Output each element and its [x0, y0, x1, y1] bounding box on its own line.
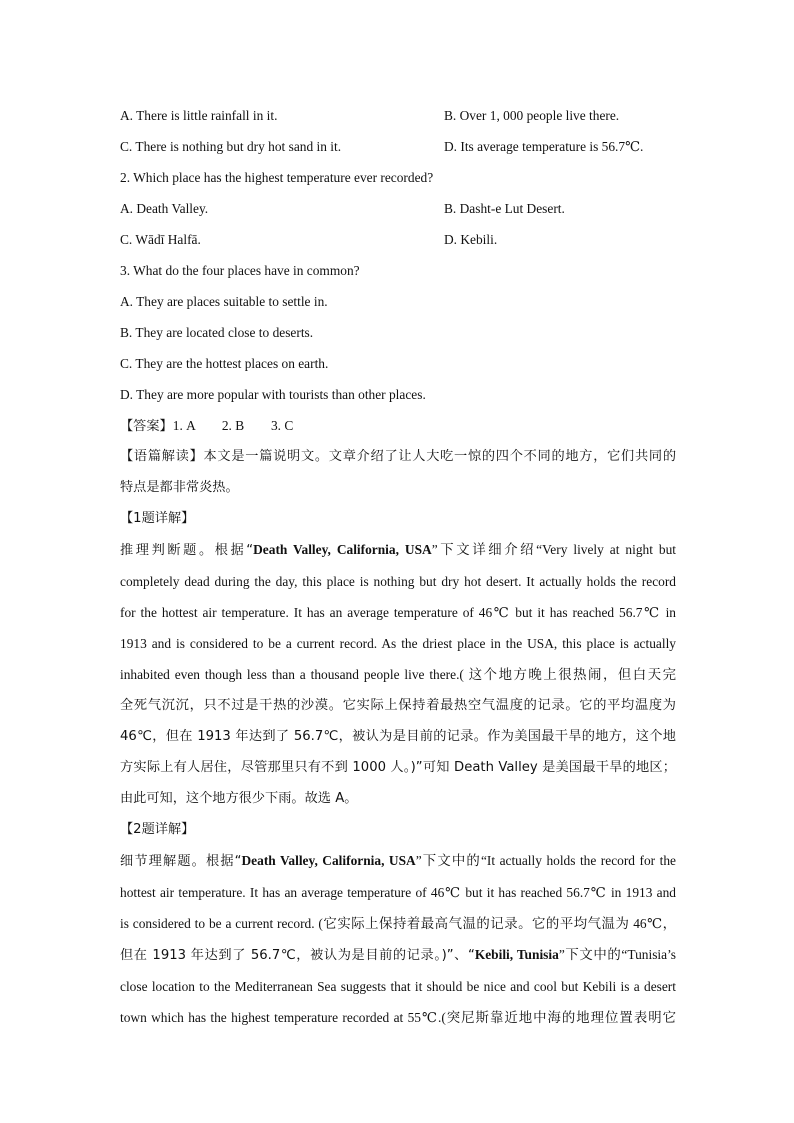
q3-option-b: B. They are located close to deserts.: [120, 325, 314, 340]
detail1-l1-post: ”下文详细介绍“Very lively at night but: [431, 542, 676, 557]
answer-label: 【答案】: [120, 419, 173, 434]
detail1-heading: 【1题详解】: [120, 511, 195, 526]
detail2-l1-pre: 细节理解题。根据“: [120, 854, 242, 869]
q3-option-d: D. They are more popular with tourists than other places.: [120, 387, 426, 402]
detail2-line-2: hottest air temperature. It has an average temperature of 46℃ but it has reached 56.7℃ in 1913 and: [120, 885, 676, 900]
detail1-line-2: completely dead during the day, this place is nothing but dry hot desert. It actually holds the record: [120, 574, 676, 589]
detail1-l1-bold: Death Valley, California, USA: [253, 542, 432, 557]
summary-line-2: 特点是都非常炎热。: [120, 480, 239, 495]
detail1-line-5: inhabited even though less than a thousand people live there.( 这个地方晚上很热闹，但白天完: [120, 667, 676, 682]
summary-paragraph: [120, 441, 676, 503]
detail1-line-8: 方实际上有人居住，尽管那里只有不到 1000 人。)”可知 Death Valley 是美国最干旱的地区；: [120, 760, 676, 775]
q3-stem: 3. What do the four places have in common?: [120, 263, 360, 278]
q2-stem: 2. Which place has the highest temperature ever recorded?: [120, 170, 434, 185]
q1-option-a: A. There is little rainfall in it.: [120, 107, 278, 123]
detail1-line-9: 由此可知，这个地方很少下雨。故选 A。: [120, 791, 358, 806]
q2-options-row-1: [120, 193, 676, 224]
detail2-heading: 【2题详解】: [120, 822, 195, 837]
q1-option-d: D. Its average temperature is 56.7℃.: [444, 138, 644, 154]
detail2-line-5: close location to the Mediterranean Sea suggests that it should be nice and cool but Kebili is a desert: [120, 979, 676, 994]
answer-text: 1. A 2. B 3. C: [172, 418, 294, 433]
detail1-line-7: 46℃，但在 1913 年达到了 56.7℃，被认为是目前的记录。作为美国最干旱的地方，这个地: [120, 729, 676, 744]
detail2-l4-bold: Kebili, Tunisia: [474, 947, 559, 962]
detail2-line-3: is considered to be a current record. (它实际上保持着最高气温的记录。它的平均气温为 46℃，: [120, 916, 676, 931]
detail1-line-4: 1913 and is considered to be a current record. As the driest place in the USA, this place is actually: [120, 636, 676, 651]
q2-option-b: B. Dasht-e Lut Desert.: [444, 200, 565, 216]
q2-option-d: D. Kebili.: [444, 231, 498, 247]
detail1-paragraph: [120, 534, 676, 814]
detail1-l1-pre: 推理判断题。根据“: [120, 543, 254, 558]
detail2-l4-pre: 但在 1913 年达到了 56.7℃，被认为是目前的记录。)”、“: [120, 948, 475, 963]
q2-options-row-2: [120, 224, 676, 255]
summary-line-1: 本文是一篇说明文。文章介绍了让人大吃一惊的四个不同的地方，它们共同的: [203, 449, 677, 464]
summary-label: 【语篇解读】: [120, 449, 204, 464]
detail2-l1-bold: Death Valley, California, USA: [241, 853, 416, 868]
q3-option-c: C. They are the hottest places on earth.: [120, 356, 329, 371]
q2-option-a: A. Death Valley.: [120, 200, 209, 216]
q1-option-c: C. There is nothing but dry hot sand in it.: [120, 138, 342, 154]
detail2-l4-post: ”下文中的“Tunisia’s: [558, 947, 676, 962]
document-page: [120, 100, 676, 1033]
q1-option-b: B. Over 1, 000 people live there.: [444, 107, 620, 123]
q1-options-row-2: [120, 131, 676, 162]
detail1-line-6: 全死气沉沉，只不过是干热的沙漠。它实际上保持着最热空气温度的记录。它的平均温度为: [120, 698, 676, 713]
answer-line: [120, 410, 676, 441]
q1-options-row-1: [120, 100, 676, 131]
q2-option-c: C. Wādī Halfā.: [120, 231, 201, 247]
q3-option-a: A. They are places suitable to settle in.: [120, 294, 328, 309]
detail2-paragraph: [120, 845, 676, 1033]
detail2-line-6: town which has the highest temperature recorded at 55℃.(突尼斯靠近地中海的地理位置表明它: [120, 1010, 676, 1025]
detail1-line-3: for the hottest air temperature. It has an average temperature of 46℃ but it has reached 56.7℃ in: [120, 605, 676, 620]
detail2-l1-post: ”下文中的“It actually holds the record for the: [415, 853, 676, 868]
